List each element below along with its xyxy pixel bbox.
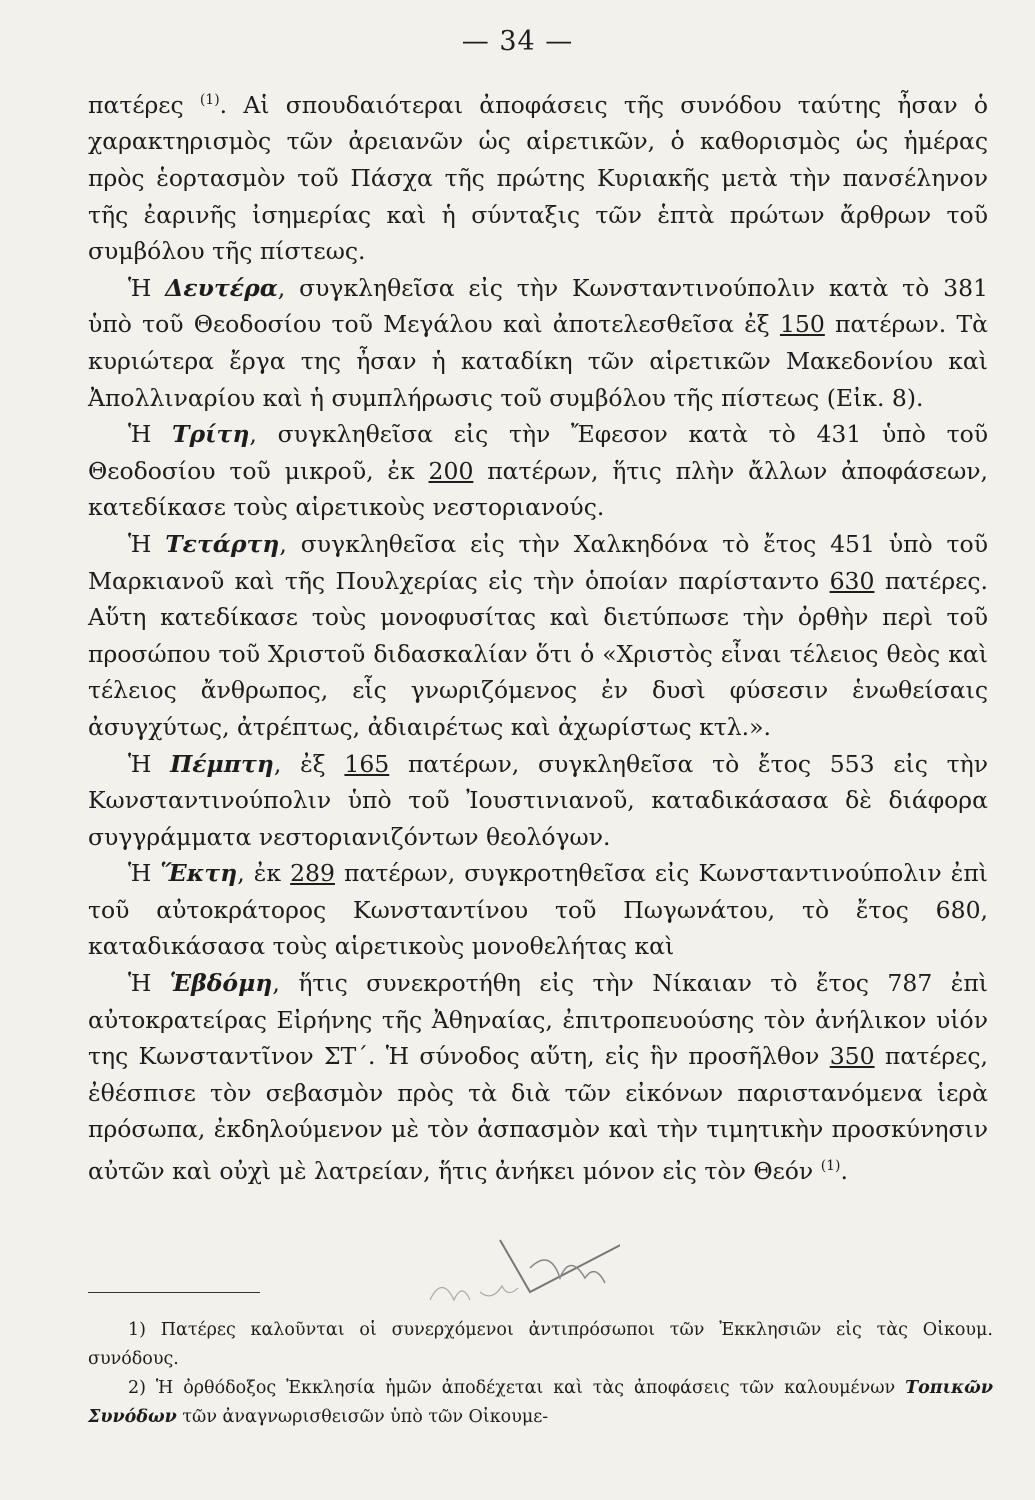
text-run: , ἐκ — [237, 859, 291, 888]
footnote-ref: (1) — [199, 92, 220, 108]
footnote — [88, 1316, 993, 1374]
text-run: , ἥτις συνεκροτήθη εἰς τὴν Νίκαιαν τὸ ἔτος 787 ἐπὶ αὐτοκρατείρας Εἰρήνης τῆς Ἀθηναίας, ἐπιτροπευούσης τὸν ἀνήλικον υἱόν της Κωνσταντῖνον ΣΤ΄. Ἡ σύνοδος αὕτη, εἰς ἣν προσῆλθον — [88, 969, 988, 1071]
text-run: πατέρων, συγκροτηθεῖσα εἰς Κωνσταντινούπολιν ἐπὶ τοῦ αὐτοκράτορος Κωνσταντίνου τοῦ Πωγωνάτου, τὸ ἔτος 680, καταδικάσασα τοὺς αἱρετικοὺς μονοθελήτας καὶ — [88, 859, 988, 961]
term-emphasis: Τοπικῶν Συνόδων — [88, 1378, 993, 1427]
fathers-count: 350 — [829, 1042, 875, 1071]
text-run: πατέρες — [88, 90, 200, 119]
council-name: Τρίτη — [172, 420, 250, 449]
text-run: πατέρες, ἐθέσπισε τὸν σεβασμὸν πρὸς τὰ διὰ τῶν εἰκόνων παριστανόμενα ἱερὰ πρόσωπα, ἐκδηλούμενον μὲ τὸν ἀσπασμὸν καὶ τὴν τιμητικὴν προσκύνησιν αὐτῶν καὶ οὐχὶ μὲ λατρείαν, ἥτις ἀνήκει μόνον εἰς τὸν Θεόν — [88, 1042, 988, 1185]
paragraph — [88, 270, 988, 416]
council-name: Ἕκτη — [160, 859, 238, 888]
council-name: Δευτέρα — [165, 273, 278, 302]
text-run: 1) Πατέρες καλοῦνται οἱ συνερχόμενοι ἀντιπρόσωποι τῶν Ἐκκλησιῶν εἰς τὰς Οἰκουμ. συνόδους. — [88, 1320, 993, 1369]
text-run: , συγκληθεῖσα εἰς τὴν Χαλκηδόνα τὸ ἔτος 451 ὑπὸ τοῦ Μαρκιανοῦ καὶ τῆς Πουλχερίας εἰς τὴν ὁποίαν παρίσταντο — [88, 529, 988, 595]
text-run: Ἡ — [128, 859, 161, 888]
paragraph — [88, 526, 988, 746]
council-name: Τετάρτη — [165, 529, 280, 558]
text-run: Ἡ — [128, 529, 166, 558]
fathers-count: 200 — [428, 456, 474, 485]
footnote-ref: (1) — [820, 1158, 841, 1175]
text-run: πατέρες. Αὕτη κατεδίκασε τοὺς μονοφυσίτας καὶ διετύπωσε τὴν ὀρθὴν περὶ τοῦ προσώπου τοῦ Χριστοῦ διδασκαλίαν ὅτι ὁ «Χριστὸς εἶναι τέλειος θεὸς καὶ τέλειος ἄνθρωπος, εἷς γνωριζόμενος ἐν δυσὶ φύσεσιν ἑνωθείσαις ἀσυγχύτως, ἀτρέπτως, ἀδιαιρέτως καὶ ἀχωρίστως κτλ.». — [88, 566, 988, 741]
text-run: πατέρων. Τὰ κυριώτερα ἔργα της ἦσαν ἡ καταδίκη τῶν αἱρετικῶν Μακεδονίου καὶ Ἀπολλιναρίου καὶ ἡ συμπλήρωσις τοῦ συμβόλου τῆς πίστεως (Εἰκ. 8). — [88, 310, 988, 412]
footnote — [88, 1374, 993, 1432]
text-run: , ἐξ — [273, 749, 345, 778]
paragraph — [88, 965, 988, 1189]
council-name: Πέμπτη — [170, 749, 274, 778]
text-run: Ἡ — [128, 420, 173, 449]
council-name: Ἑβδόμη — [169, 969, 273, 998]
footnote-divider — [88, 1292, 260, 1293]
text-run: Ἡ — [128, 273, 166, 302]
text-run: Ἡ — [128, 969, 170, 998]
fathers-count: 150 — [779, 310, 825, 339]
text-run: , συγκληθεῖσα εἰς τὴν Κωνσταντινούπολιν κατὰ τὸ 381 ὑπὸ τοῦ Θεοδοσίου τοῦ Μεγάλου καὶ ἀποτελεσθεῖσα ἐξ — [88, 273, 988, 339]
fathers-count: 165 — [344, 749, 390, 778]
fathers-count: 289 — [290, 859, 335, 888]
text-run: , συγκληθεῖσα εἰς τὴν Ἔφεσον κατὰ τὸ 431 ὑπὸ τοῦ Θεοδοσίου τοῦ μικροῦ, ἐκ — [88, 420, 989, 485]
handwritten-annotation-mark — [420, 1230, 620, 1320]
text-run: τῶν ἀναγνωρισθεισῶν ὑπὸ τῶν Οἰκουμε- — [176, 1407, 549, 1427]
paragraph — [88, 416, 988, 526]
text-run: πατέρων, ἥτις πλὴν ἄλλων ἀποφάσεων, κατεδίκασε τοὺς αἱρετικοὺς νεστοριανούς. — [88, 456, 988, 522]
main-text — [88, 82, 988, 1189]
paragraph — [88, 746, 988, 856]
footnotes — [88, 1316, 993, 1432]
text-run: 2) Ἡ ὀρθόδοξος Ἐκκλησία ἡμῶν ἀποδέχεται καὶ τὰς ἀποφάσεις τῶν καλουμένων — [128, 1378, 906, 1398]
page-number: — 34 — — [461, 26, 574, 57]
text-run: πατέρων, συγκληθεῖσα τὸ ἔτος 553 εἰς τὴν Κωνσταντινούπολιν ὑπὸ τοῦ Ἰουστινιανοῦ, καταδικάσασα δὲ διάφορα συγγράμματα νεστοριανιζόντων θεολόγων. — [88, 749, 988, 851]
paragraph — [88, 82, 988, 270]
paragraph — [88, 855, 988, 965]
text-run: . Αἱ σπουδαιότεραι ἀποφάσεις τῆς συνόδου ταύτης ἦσαν ὁ χαρακτηρισμὸς τῶν ἀρειανῶν ὡς αἱρετικῶν, ὁ καθορισμὸς ὡς ἡμέρας πρὸς ἑορτασμὸν τοῦ Πάσχα τῆς πρώτης Κυριακῆς μετὰ τὴν πανσέληνον τῆς ἐαρινῆς ἰσημερίας καὶ ἡ σύνταξις τῶν ἑπτὰ πρώτων ἄρθρων τοῦ συμβόλου τῆς πίστεως. — [88, 90, 988, 266]
fathers-count: 630 — [829, 566, 875, 595]
text-run: . — [840, 1156, 849, 1185]
text-run: Ἡ — [128, 749, 171, 778]
